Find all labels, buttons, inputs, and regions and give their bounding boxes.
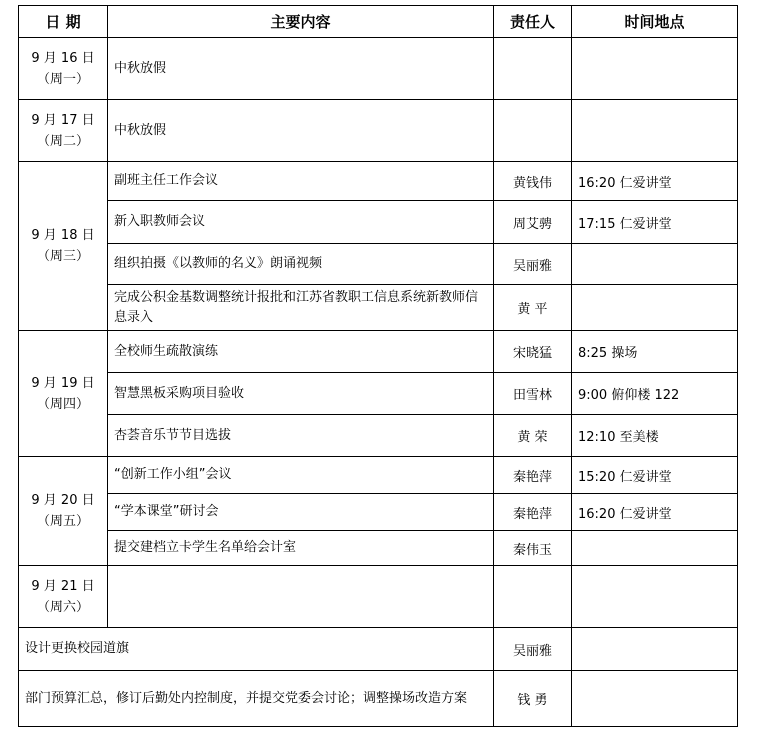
table-row	[19, 201, 738, 244]
time-place-cell	[572, 531, 738, 566]
date-label: 9 月 17 日	[31, 112, 95, 128]
table-row	[19, 331, 738, 373]
table-row	[19, 494, 738, 531]
time-place-cell	[572, 38, 738, 100]
content-cell: “创新工作小组”会议	[108, 457, 494, 494]
table-row	[19, 244, 738, 285]
content-cell: 新入职教师会议	[108, 201, 494, 244]
weekday-label: （周五）	[36, 514, 89, 529]
content-cell: 完成公积金基数调整统计报批和江苏省教职工信息系统新教师信息录入	[108, 285, 494, 331]
person-cell: 宋晓猛	[494, 331, 572, 373]
content-cell: 提交建档立卡学生名单给会计室	[108, 531, 494, 566]
table-row	[19, 162, 738, 201]
time-place-cell	[572, 628, 738, 671]
content-cell: 中秋放假	[108, 100, 494, 162]
person-cell: 钱 勇	[494, 671, 572, 727]
person-cell: 田雪林	[494, 373, 572, 415]
header-row	[19, 6, 738, 38]
table-row	[19, 38, 738, 100]
time-place-cell: 12:10 至美楼	[572, 415, 738, 457]
person-cell	[494, 566, 572, 628]
header-date: 日 期	[19, 6, 108, 38]
date-label: 9 月 18 日	[31, 228, 95, 243]
date-label: 9 月 21 日	[31, 578, 95, 594]
time-place-cell	[572, 244, 738, 285]
content-cell: 全校师生疏散演练	[108, 331, 494, 373]
weekday-label: （周一）	[36, 71, 89, 87]
person-cell	[494, 100, 572, 162]
content-cell: 中秋放假	[108, 38, 494, 100]
header-content: 主要内容	[108, 6, 494, 38]
person-cell: 黄钱伟	[494, 162, 572, 201]
table-row	[19, 457, 738, 494]
table-row	[19, 531, 738, 566]
person-cell: 吴丽雅	[494, 628, 572, 671]
content-cell	[108, 566, 494, 628]
time-place-cell: 9:00 俯仰楼 122	[572, 373, 738, 415]
time-place-cell: 16:20 仁爱讲堂	[572, 162, 738, 201]
date-cell	[19, 457, 108, 566]
table-row	[19, 671, 738, 727]
time-place-cell: 15:20 仁爱讲堂	[572, 457, 738, 494]
person-cell: 秦艳萍	[494, 494, 572, 531]
content-cell: 部门预算汇总，修订后勤处内控制度，并提交党委会讨论；调整操场改造方案	[19, 671, 494, 727]
weekday-label: （周四）	[36, 396, 89, 412]
content-cell: 副班主任工作会议	[108, 162, 494, 201]
date-label: 9 月 20 日	[31, 493, 95, 508]
time-place-cell: 16:20 仁爱讲堂	[572, 494, 738, 531]
time-place-cell: 8:25 操场	[572, 331, 738, 373]
content-cell: “学本课堂”研讨会	[108, 494, 494, 531]
person-cell: 秦艳萍	[494, 457, 572, 494]
date-cell	[19, 162, 108, 331]
content-cell: 组织拍摄《以教师的名义》朗诵视频	[108, 244, 494, 285]
person-cell	[494, 38, 572, 100]
person-cell: 吴丽雅	[494, 244, 572, 285]
time-place-cell	[572, 566, 738, 628]
date-label: 9 月 19 日	[31, 375, 95, 391]
time-place-cell	[572, 285, 738, 331]
date-label: 9 月 16 日	[31, 50, 95, 66]
table-row	[19, 285, 738, 331]
weekday-label: （周三）	[36, 249, 89, 264]
date-cell	[19, 331, 108, 457]
table-row	[19, 415, 738, 457]
content-cell: 杏荟音乐节节目选拔	[108, 415, 494, 457]
date-cell	[19, 566, 108, 628]
person-cell: 黄 荣	[494, 415, 572, 457]
table-row	[19, 373, 738, 415]
header-person: 责任人	[494, 6, 572, 38]
table-row	[19, 100, 738, 162]
person-cell: 黄 平	[494, 285, 572, 331]
time-place-cell: 17:15 仁爱讲堂	[572, 201, 738, 244]
date-cell	[19, 38, 108, 100]
weekly-schedule-table	[18, 5, 738, 727]
content-cell: 设计更换校园道旗	[19, 628, 494, 671]
weekday-label: （周六）	[36, 599, 89, 615]
person-cell: 周艾骋	[494, 201, 572, 244]
table-row	[19, 628, 738, 671]
time-place-cell	[572, 671, 738, 727]
time-place-cell	[572, 100, 738, 162]
content-cell: 智慧黑板采购项目验收	[108, 373, 494, 415]
date-cell	[19, 100, 108, 162]
weekday-label: （周二）	[36, 133, 89, 149]
table-row	[19, 566, 738, 628]
header-time-place: 时间地点	[572, 6, 738, 38]
person-cell: 秦伟玉	[494, 531, 572, 566]
